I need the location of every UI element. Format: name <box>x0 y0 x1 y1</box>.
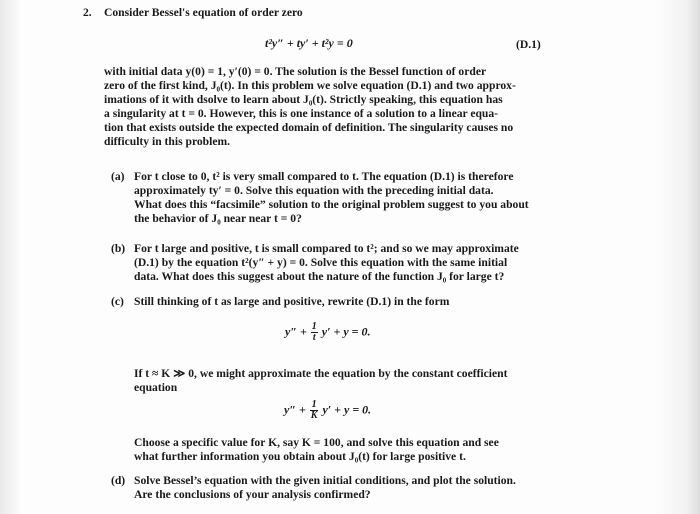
part-c-line: Choose a specific value for K, say K = 100, and solve this equation and see <box>134 436 499 449</box>
intro-line: zero of the first kind, J₀(t). In this problem we solve equation (D.1) and two approx- <box>104 79 516 92</box>
part-c-line: what further information you obtain about J₀(t) for large positive t. <box>134 450 466 463</box>
problem-title: Consider Bessel's equation of order zero <box>104 6 303 19</box>
eq1-numerator: 1 <box>311 321 317 332</box>
page-left-shadow <box>0 0 22 514</box>
eq2-denominator: K <box>310 410 318 421</box>
part-c-line: Still thinking of t as large and positive, rewrite (D.1) in the form <box>134 295 450 308</box>
part-b-line: (D.1) by the equation t²(y″ + y) = 0. Solve this equation with the same initial <box>134 256 508 269</box>
intro-line: tion that exists outside the expected domain of definition. The singularity causes no <box>104 121 514 134</box>
part-a-line: the behavior of J₀ near near t = 0? <box>134 212 302 225</box>
page-right-shadow <box>654 0 700 514</box>
part-a-line: approximately ty′ = 0. Solve this equation with the preceding initial data. <box>134 184 494 197</box>
part-a-label: (a) <box>111 170 125 183</box>
main-equation: t²y″ + ty′ + t²y = 0 <box>265 36 353 50</box>
part-b-line: For t large and positive, t is small compared to t²; and so we may approximate <box>134 242 519 255</box>
part-c-line: equation <box>134 381 178 394</box>
eq1-left: y″ + <box>285 324 307 339</box>
part-b-line: data. What does this suggest about the nature of the function J₀ for large t? <box>134 270 505 283</box>
part-c-equation-1 <box>285 322 371 343</box>
intro-line: a singularity at t = 0. However, this is one instance of a solution to a linear equa- <box>104 107 499 120</box>
part-a-line: What does this “facsimile” solution to the original problem suggest to you about <box>134 198 529 211</box>
part-c-line: If t ≈ K ≫ 0, we might approximate the equation by the constant coefficient <box>134 367 508 380</box>
part-d-label: (d) <box>111 474 126 487</box>
part-b-label: (b) <box>111 242 126 255</box>
part-d-line: Solve Bessel’s equation with the given initial conditions, and plot the solution. <box>134 474 516 487</box>
intro-line: imations of it with dsolve to learn about J₀(t). Strictly speaking, this equation has <box>104 93 503 106</box>
equation-label: (D.1) <box>516 38 541 51</box>
eq2-right: y′ + y = 0. <box>322 402 372 417</box>
eq1-denominator: t <box>312 332 316 343</box>
intro-line: difficulty in this problem. <box>104 135 231 148</box>
eq2-fraction <box>310 400 319 421</box>
part-a-line: For t close to 0, t² is very small compared to t. The equation (D.1) is therefore <box>134 170 514 183</box>
eq1-fraction <box>311 322 318 343</box>
eq2-numerator: 1 <box>311 399 317 410</box>
part-c-equation-2 <box>284 400 371 421</box>
part-d-line: Are the conclusions of your analysis confirmed? <box>134 488 371 501</box>
eq2-left: y″ + <box>284 402 306 417</box>
problem-number: 2. <box>83 6 92 19</box>
part-c-label: (c) <box>111 295 124 308</box>
intro-line: with initial data y(0) = 1, y′(0) = 0. The solution is the Bessel function of order <box>104 65 487 78</box>
eq1-right: y′ + y = 0. <box>321 324 371 339</box>
